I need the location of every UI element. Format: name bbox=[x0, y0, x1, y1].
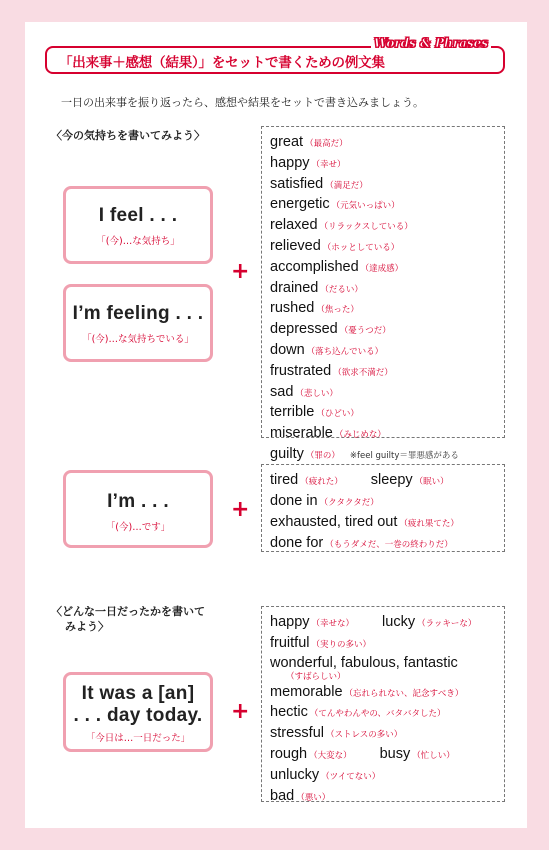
phrase-box-it-was bbox=[63, 672, 213, 752]
word-row: happy （幸せな） lucky （ラッキーな） bbox=[270, 614, 477, 630]
word-row: memorable （忘れられない、記念すべき） bbox=[270, 683, 464, 700]
word-row: sad （悲しい） bbox=[270, 383, 338, 400]
word-row: terrible （ひどい） bbox=[270, 404, 359, 421]
phrase-box-im bbox=[63, 470, 213, 548]
word-row: guilty （罪の） ※feel guilty＝罪悪感がある bbox=[270, 445, 459, 462]
phrase-en-line1: It was a [an] bbox=[81, 683, 195, 704]
word-row: depressed （憂うつだ） bbox=[270, 321, 391, 338]
word-row: accomplished （達成感） bbox=[270, 258, 404, 275]
plus-sign: + bbox=[231, 699, 250, 724]
page-title: 「出来事＋感想（結果）」をセットで書くための例文集 bbox=[59, 55, 385, 71]
feelings-word-list bbox=[261, 126, 505, 462]
phrase-ja: 「今日は…一日だった」 bbox=[85, 733, 191, 744]
page bbox=[25, 22, 527, 828]
day-word-list bbox=[261, 606, 505, 802]
state-word-list bbox=[261, 464, 505, 552]
phrase-ja: 「(今)…な気持ちでいる」 bbox=[82, 334, 194, 345]
word-row: relieved （ホッとしている） bbox=[270, 237, 400, 254]
word-row: satisfied （満足だ） bbox=[270, 175, 368, 192]
plus-sign: + bbox=[231, 259, 250, 284]
word-row: done for （もうダメだ、一巻の終わりだ） bbox=[270, 535, 453, 551]
phrase-box-i-feel bbox=[63, 186, 213, 264]
word-row: done in （クタクタだ） bbox=[270, 493, 379, 509]
phrase-en: I’m . . . bbox=[107, 491, 169, 512]
title-box bbox=[45, 36, 505, 74]
word-row: down （落ち込んでいる） bbox=[270, 341, 384, 358]
word-row: rushed （焦った） bbox=[270, 300, 359, 317]
word-row: exhausted, tired out （疲れ果てた） bbox=[270, 514, 459, 530]
word-row: stressful （ストレスの多い） bbox=[270, 725, 403, 742]
phrase-en-line2: . . . day today. bbox=[73, 705, 203, 726]
word-row: frustrated （欲求不満だ） bbox=[270, 362, 393, 379]
intro-text: 一日の出来事を振り返ったら、感想や結果をセットで書き込みましょう。 bbox=[61, 96, 424, 109]
word-row: happy （幸せ） bbox=[270, 154, 346, 171]
word-row: fruitful （実りの多い） bbox=[270, 634, 372, 651]
section3-label: 〈どんな一日だったかを書いて みよう〉 bbox=[51, 605, 205, 633]
word-row: relaxed （リラックスしている） bbox=[270, 217, 413, 234]
word-row: bad （悪い） bbox=[270, 787, 331, 804]
phrase-en: I feel . . . bbox=[98, 205, 178, 226]
guilty-note: ※feel guilty＝罪悪感がある bbox=[349, 450, 459, 461]
phrase-box-im-feeling bbox=[63, 284, 213, 362]
word-row: unlucky （ツイてない） bbox=[270, 766, 381, 783]
word-row: rough （大変な） busy （忙しい） bbox=[270, 745, 455, 762]
word-row: great （最高だ） bbox=[270, 134, 348, 150]
phrase-ja: 「(今)…です」 bbox=[105, 522, 171, 533]
word-row: wonderful, fabulous, fantastic （すばらしい） bbox=[270, 654, 458, 682]
word-row: energetic （元気いっぱい） bbox=[270, 196, 400, 213]
phrase-ja: 「(今)…な気持ち」 bbox=[96, 236, 180, 247]
word-row: hectic （てんやわんやの、バタバタした） bbox=[270, 704, 446, 721]
word-row: tired （疲れた） sleepy （眠い） bbox=[270, 472, 449, 488]
word-row: miserable （みじめな） bbox=[270, 425, 386, 442]
word-row: drained （だるい） bbox=[270, 279, 363, 296]
section1-label: 〈今の気持ちを書いてみよう〉 bbox=[51, 129, 205, 142]
plus-sign: + bbox=[231, 497, 250, 522]
words-phrases-badge: Words & Phrases bbox=[371, 36, 491, 50]
phrase-en: I’m feeling . . . bbox=[72, 303, 204, 324]
